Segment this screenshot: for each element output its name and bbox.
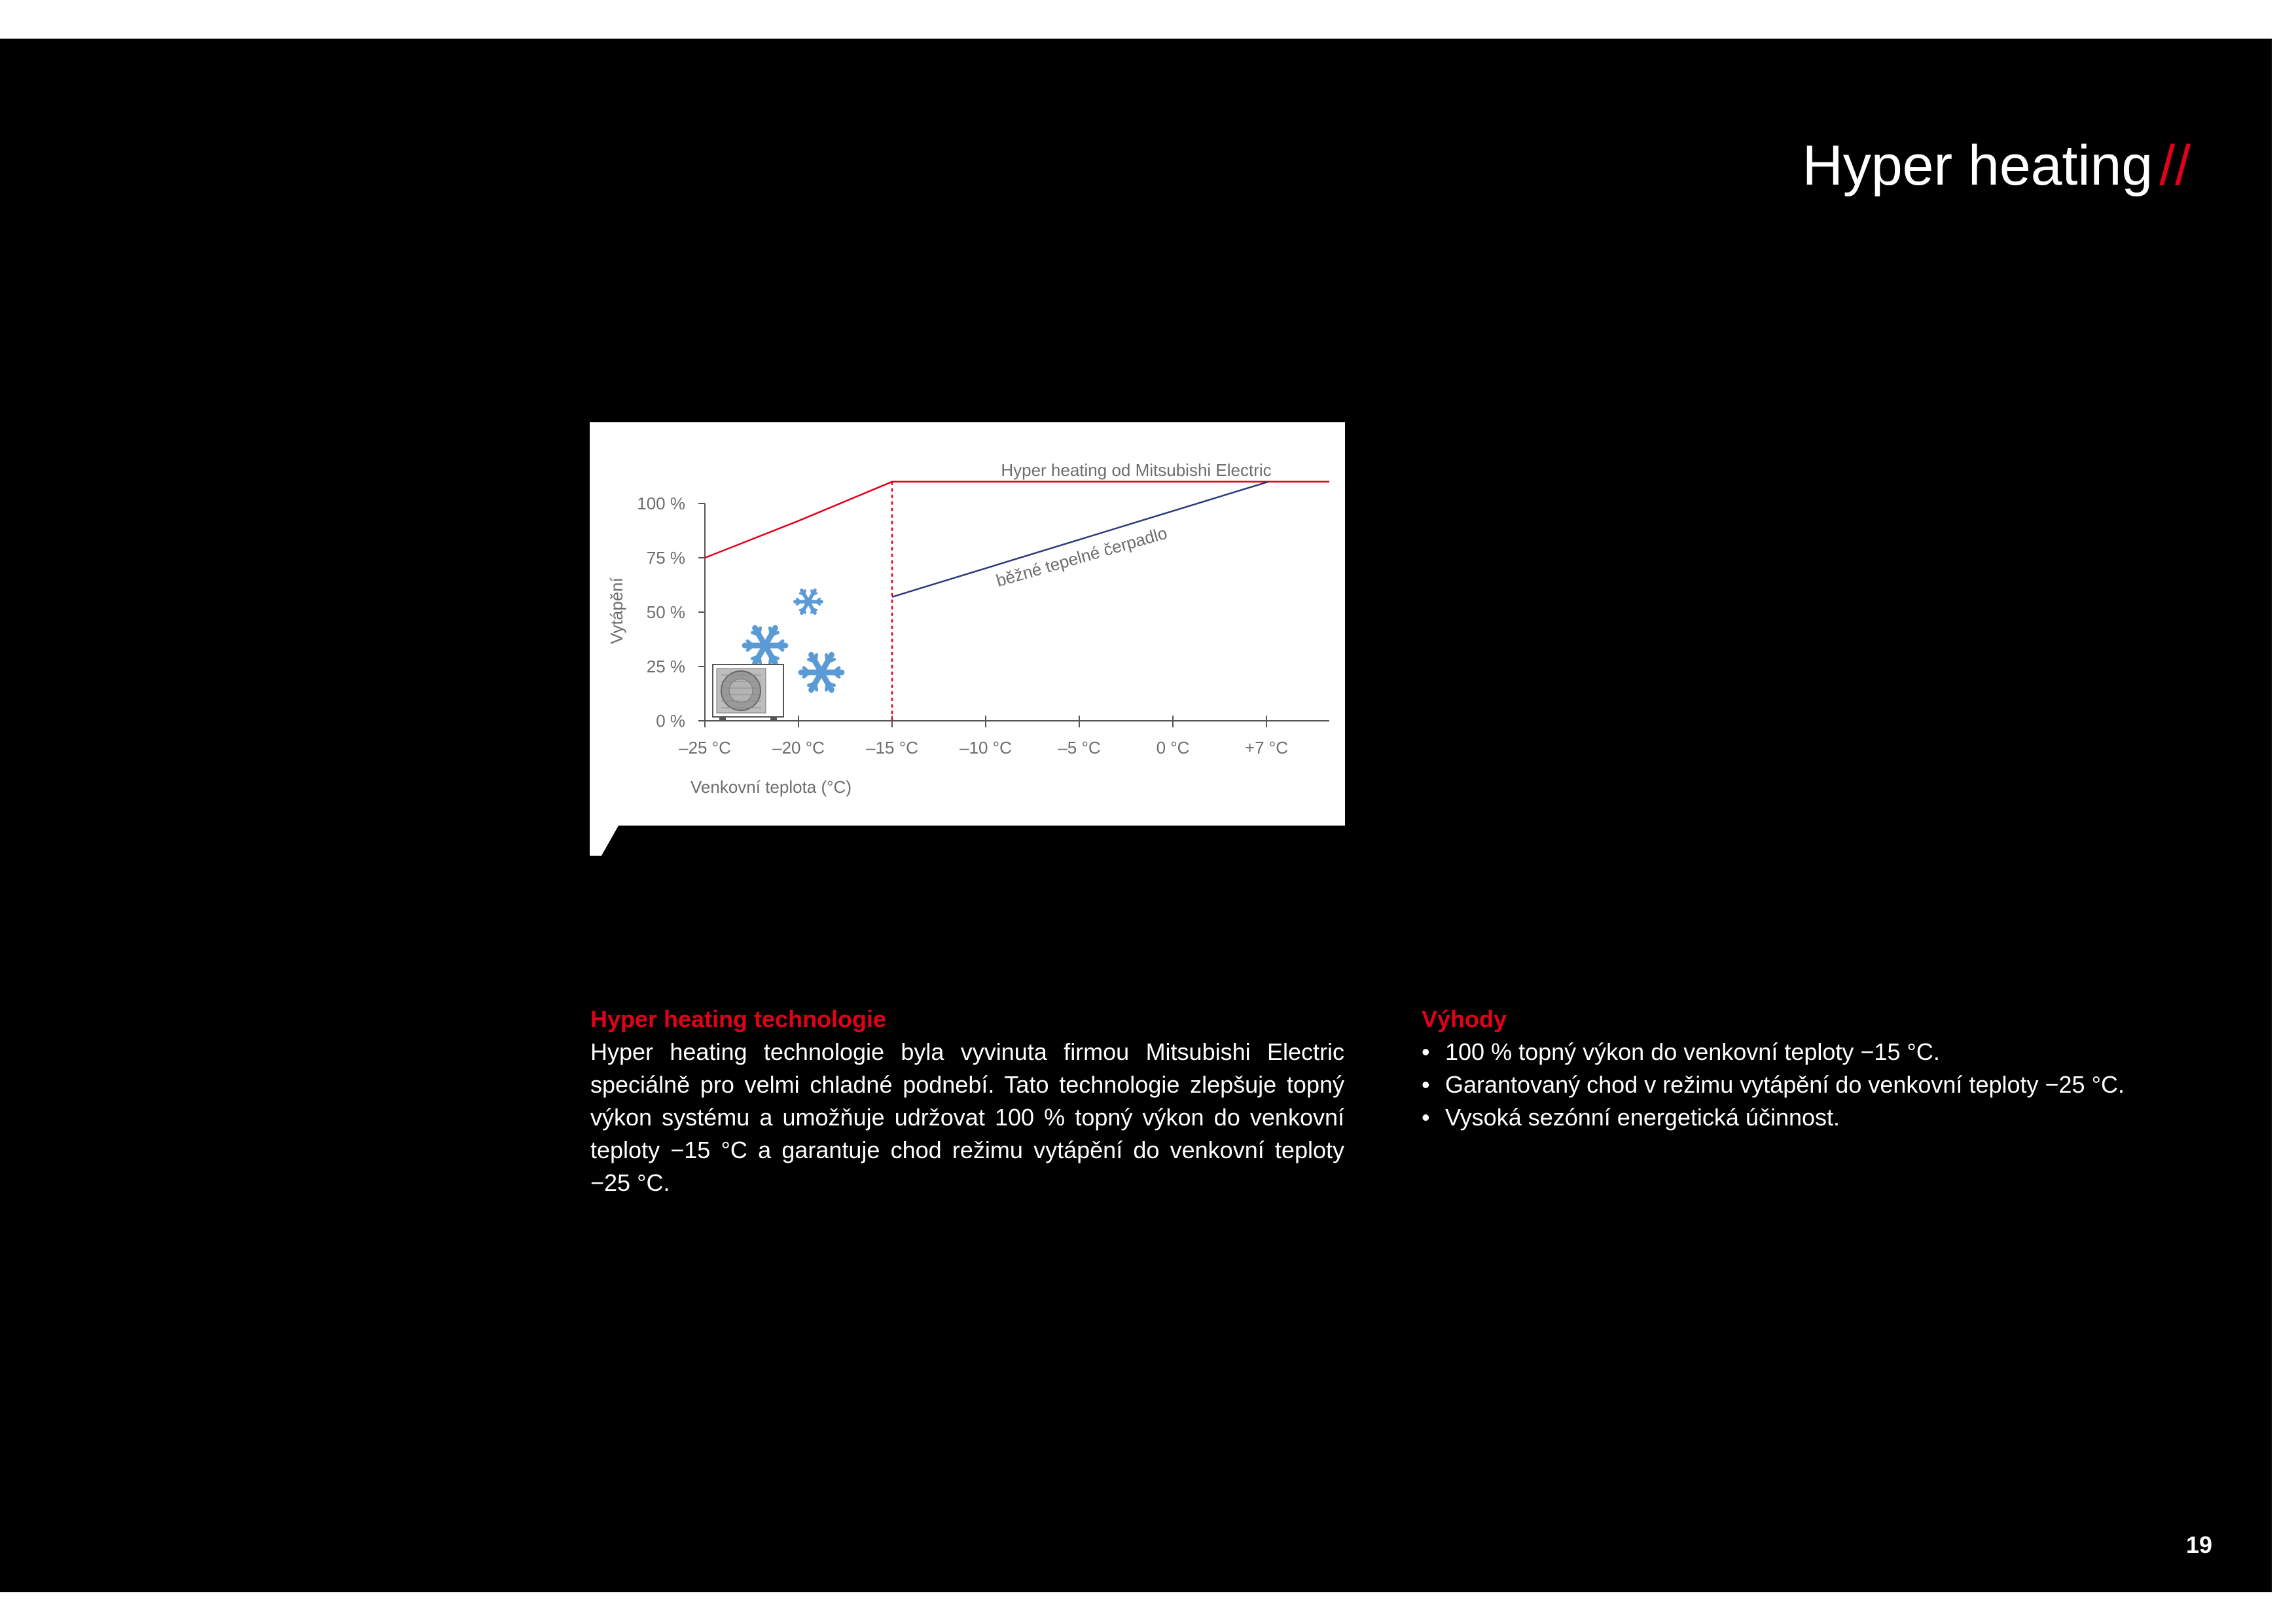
snowflake-icon: [801, 655, 842, 690]
page-title-accent: //: [2159, 134, 2191, 197]
chart-icons: [713, 591, 842, 720]
snowflake-branch: [826, 683, 827, 690]
x-tick-label: –10 °C: [960, 738, 1012, 757]
chart-axes: [698, 503, 1329, 727]
benefits-heading: Výhody: [1422, 1006, 1507, 1032]
page-title-text: Hyper heating: [1802, 134, 2153, 197]
unit-fan-hub: [729, 679, 753, 702]
y-tick-label: 100 %: [637, 494, 685, 513]
x-tick-label: –5 °C: [1058, 738, 1101, 757]
technology-heading: Hyper heating technologie: [590, 1006, 887, 1032]
snowflake-branch: [800, 608, 804, 610]
technology-section: [590, 1003, 1344, 1199]
y-tick-label: 50 %: [646, 602, 685, 622]
unit-foot: [770, 717, 777, 720]
y-tick-label: 0 %: [656, 711, 685, 731]
x-tick-label: –20 °C: [772, 738, 825, 757]
page-title: [1802, 134, 2191, 197]
series-label-standard-heat-pump: běžné tepelné čerpadlo: [994, 522, 1170, 591]
benefit-item: • 100 % topný výkon do venkovní teploty −15 °C.: [1422, 1036, 2207, 1068]
y-tick-label: 75 %: [646, 548, 685, 568]
chart-callout-tail: [590, 826, 619, 856]
technology-text: Hyper heating technologie byla vyvinuta firmou Mitsubishi Electric speciálně pro velmi chladné podnebí. Tato technologie zlepšuje topný výkon systému a umožňuje udržovat 100 % topný výkon do venkovní teploty −15 °C a garantuje chod režimu vytápění do venkovní teploty −25 °C.: [590, 1038, 1344, 1196]
chart-card: [590, 422, 1345, 826]
snowflake-core: [806, 599, 812, 605]
y-tick-label: 25 %: [646, 657, 685, 676]
snowflake-branch: [771, 632, 778, 635]
y-axis-label: Vytápění: [607, 577, 626, 644]
benefits-section: [1422, 1003, 2207, 1134]
snowflake-branch: [752, 656, 759, 659]
snowflake-icon: [795, 591, 821, 613]
x-tick-label: –25 °C: [679, 738, 731, 757]
heating-capacity-chart: [590, 422, 1345, 826]
benefit-item: • Garantovaný chod v režimu vytápění do venkovní teploty −25 °C.: [1422, 1068, 2207, 1101]
unit-foot: [719, 717, 726, 720]
snowflake-branch: [816, 655, 817, 662]
outdoor-unit-icon: [713, 665, 783, 720]
snowflake-core: [761, 641, 770, 650]
snowflake-core: [817, 668, 826, 677]
chart-labels: [607, 460, 1288, 797]
series-line-standard-heat-pump: [892, 482, 1268, 597]
snowflake-icon: [745, 628, 785, 663]
x-tick-label: +7 °C: [1244, 738, 1289, 757]
page-number: 19: [2186, 1531, 2213, 1558]
snowflake-branch: [812, 593, 817, 594]
snowflake-branch: [804, 591, 805, 595]
benefit-item: • Vysoká sezónní energetická účinnost.: [1422, 1101, 2207, 1134]
x-tick-label: –15 °C: [866, 738, 918, 757]
x-tick-label: 0 °C: [1156, 738, 1190, 757]
snowflake-branch: [759, 628, 761, 635]
x-axis-label: Venkovní teplota (°C): [691, 777, 852, 797]
series-label-hyper-heating: Hyper heating od Mitsubishi Electric: [1001, 460, 1272, 480]
snowflake-branch: [827, 659, 834, 662]
series-line-hyper-heating: [705, 482, 1329, 558]
snowflake-branch: [770, 656, 771, 663]
snowflake-branch: [808, 683, 815, 685]
benefits-list: [1422, 1036, 2207, 1134]
